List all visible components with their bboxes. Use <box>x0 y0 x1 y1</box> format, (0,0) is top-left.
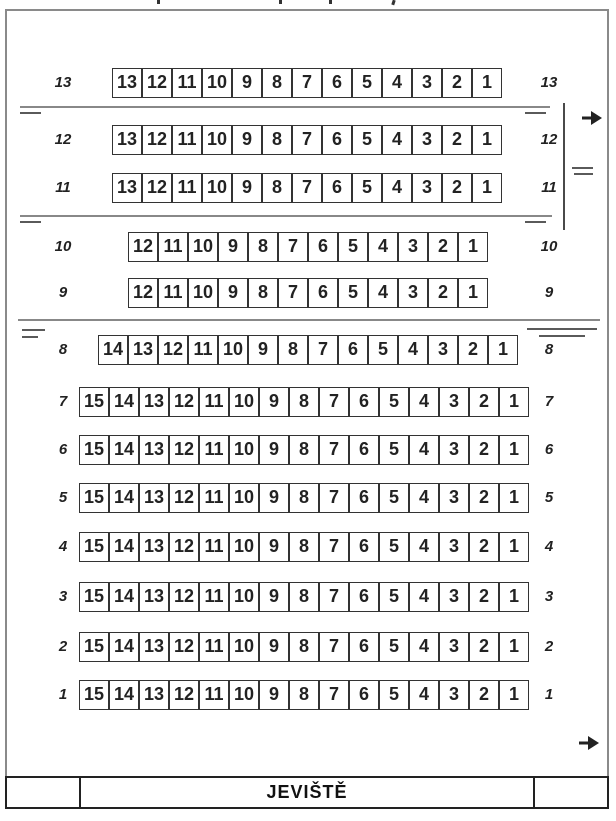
seat-row2-13[interactable]: 13 <box>139 632 169 662</box>
seat-row3-11[interactable]: 11 <box>199 582 229 612</box>
seat-row5-2[interactable]: 2 <box>469 483 499 513</box>
seat-row2-8[interactable]: 8 <box>289 632 319 662</box>
seat-row6-4[interactable]: 4 <box>409 435 439 465</box>
aisle-equals-dash <box>572 167 593 169</box>
seat-row10-12[interactable]: 12 <box>128 232 158 262</box>
seat-row13-6[interactable]: 6 <box>322 68 352 98</box>
seat-row5-5[interactable]: 5 <box>379 483 409 513</box>
seat-row9-11[interactable]: 11 <box>158 278 188 308</box>
seat-row1-6[interactable]: 6 <box>349 680 379 710</box>
row-5-label-left: 5 <box>58 489 68 506</box>
seat-row1-5[interactable]: 5 <box>379 680 409 710</box>
seat-row10-2[interactable]: 2 <box>428 232 458 262</box>
seat-row4-1[interactable]: 1 <box>499 532 529 562</box>
seat-row9-4[interactable]: 4 <box>368 278 398 308</box>
seat-row11-6[interactable]: 6 <box>322 173 352 203</box>
row-3-label-right: 3 <box>544 588 554 605</box>
seat-row3-1[interactable]: 1 <box>499 582 529 612</box>
seat-row12-7[interactable]: 7 <box>292 125 322 155</box>
row-7-label-left: 7 <box>58 393 68 410</box>
row-10-label-right: 10 <box>540 238 558 255</box>
row-11-label-right: 11 <box>541 179 557 196</box>
seat-row8-5[interactable]: 5 <box>368 335 398 365</box>
seat-row8-3[interactable]: 3 <box>428 335 458 365</box>
seat-row12-1[interactable]: 1 <box>472 125 502 155</box>
seat-row12-4[interactable]: 4 <box>382 125 412 155</box>
section-divider-line <box>20 106 550 108</box>
seat-row1-13[interactable]: 13 <box>139 680 169 710</box>
seat-row9-10[interactable]: 10 <box>188 278 218 308</box>
seat-row13-8[interactable]: 8 <box>262 68 292 98</box>
seat-row7-2[interactable]: 2 <box>469 387 499 417</box>
stage-label: JEVIŠTĚ <box>266 782 348 802</box>
seat-row6-5[interactable]: 5 <box>379 435 409 465</box>
seat-row8-10[interactable]: 10 <box>218 335 248 365</box>
seat-row9-9[interactable]: 9 <box>218 278 248 308</box>
seat-row11-10[interactable]: 10 <box>202 173 232 203</box>
seat-row11-9[interactable]: 9 <box>232 173 262 203</box>
seat-row8-7[interactable]: 7 <box>308 335 338 365</box>
seat-row8-6[interactable]: 6 <box>338 335 368 365</box>
seat-row4-12[interactable]: 12 <box>169 532 199 562</box>
seat-row4-5[interactable]: 5 <box>379 532 409 562</box>
seat-row13-3[interactable]: 3 <box>412 68 442 98</box>
cropped-text-fragment <box>279 0 282 4</box>
seat-row11-8[interactable]: 8 <box>262 173 292 203</box>
seat-row6-10[interactable]: 10 <box>229 435 259 465</box>
seat-row4-7[interactable]: 7 <box>319 532 349 562</box>
row-7-label-right: 7 <box>544 393 554 410</box>
seat-row12-9[interactable]: 9 <box>232 125 262 155</box>
row-13-label-right: 13 <box>540 74 558 91</box>
seat-row9-2[interactable]: 2 <box>428 278 458 308</box>
seat-row12-11[interactable]: 11 <box>172 125 202 155</box>
divider-end-dash <box>525 221 546 223</box>
seat-row2-9[interactable]: 9 <box>259 632 289 662</box>
seat-row6-2[interactable]: 2 <box>469 435 499 465</box>
seat-row13-1[interactable]: 1 <box>472 68 502 98</box>
right-aisle-line <box>563 103 565 230</box>
seat-row10-6[interactable]: 6 <box>308 232 338 262</box>
seat-row1-2[interactable]: 2 <box>469 680 499 710</box>
seat-row11-1[interactable]: 1 <box>472 173 502 203</box>
seat-row11-3[interactable]: 3 <box>412 173 442 203</box>
row-1-label-left: 1 <box>58 686 68 703</box>
seat-row5-7[interactable]: 7 <box>319 483 349 513</box>
seat-row6-7[interactable]: 7 <box>319 435 349 465</box>
seat-row3-7[interactable]: 7 <box>319 582 349 612</box>
seat-row1-15[interactable]: 15 <box>79 680 109 710</box>
seat-row3-4[interactable]: 4 <box>409 582 439 612</box>
seat-row11-11[interactable]: 11 <box>172 173 202 203</box>
seat-row4-3[interactable]: 3 <box>439 532 469 562</box>
seat-row3-10[interactable]: 10 <box>229 582 259 612</box>
seat-row1-11[interactable]: 11 <box>199 680 229 710</box>
seat-row1-10[interactable]: 10 <box>229 680 259 710</box>
seat-row2-2[interactable]: 2 <box>469 632 499 662</box>
seat-row13-11[interactable]: 11 <box>172 68 202 98</box>
seat-row7-8[interactable]: 8 <box>289 387 319 417</box>
seat-row5-12[interactable]: 12 <box>169 483 199 513</box>
stage-bar <box>5 776 609 809</box>
seat-row7-10[interactable]: 10 <box>229 387 259 417</box>
seat-row1-7[interactable]: 7 <box>319 680 349 710</box>
seat-row4-11[interactable]: 11 <box>199 532 229 562</box>
seat-row5-8[interactable]: 8 <box>289 483 319 513</box>
seat-row7-15[interactable]: 15 <box>79 387 109 417</box>
seat-row12-2[interactable]: 2 <box>442 125 472 155</box>
seat-row5-1[interactable]: 1 <box>499 483 529 513</box>
seat-row4-8[interactable]: 8 <box>289 532 319 562</box>
seat-row10-4[interactable]: 4 <box>368 232 398 262</box>
seat-row11-7[interactable]: 7 <box>292 173 322 203</box>
seat-row3-12[interactable]: 12 <box>169 582 199 612</box>
seat-row3-8[interactable]: 8 <box>289 582 319 612</box>
seat-row2-4[interactable]: 4 <box>409 632 439 662</box>
seat-row7-12[interactable]: 12 <box>169 387 199 417</box>
seat-row8-13[interactable]: 13 <box>128 335 158 365</box>
row-12-label-right: 12 <box>540 131 558 148</box>
row-8-label-left: 8 <box>58 341 68 358</box>
seat-row5-15[interactable]: 15 <box>79 483 109 513</box>
arrow-right-icon <box>581 110 603 126</box>
seat-row2-3[interactable]: 3 <box>439 632 469 662</box>
seat-row3-14[interactable]: 14 <box>109 582 139 612</box>
seat-row10-8[interactable]: 8 <box>248 232 278 262</box>
row-2-label-right: 2 <box>544 638 554 655</box>
seat-row12-13[interactable]: 13 <box>112 125 142 155</box>
seat-row7-13[interactable]: 13 <box>139 387 169 417</box>
seat-row10-5[interactable]: 5 <box>338 232 368 262</box>
seat-row13-12[interactable]: 12 <box>142 68 172 98</box>
seat-row9-6[interactable]: 6 <box>308 278 338 308</box>
seat-row9-8[interactable]: 8 <box>248 278 278 308</box>
seat-row6-9[interactable]: 9 <box>259 435 289 465</box>
seat-row6-8[interactable]: 8 <box>289 435 319 465</box>
seat-row3-13[interactable]: 13 <box>139 582 169 612</box>
seat-row6-12[interactable]: 12 <box>169 435 199 465</box>
seat-row13-10[interactable]: 10 <box>202 68 232 98</box>
seat-row9-12[interactable]: 12 <box>128 278 158 308</box>
row-6-label-right: 6 <box>544 441 554 458</box>
seat-row12-3[interactable]: 3 <box>412 125 442 155</box>
seat-row8-8[interactable]: 8 <box>278 335 308 365</box>
seat-row2-14[interactable]: 14 <box>109 632 139 662</box>
seat-row2-6[interactable]: 6 <box>349 632 379 662</box>
seat-row12-12[interactable]: 12 <box>142 125 172 155</box>
aisle-equals-dash <box>574 173 593 175</box>
row-10-label-left: 10 <box>54 238 72 255</box>
seat-row5-6[interactable]: 6 <box>349 483 379 513</box>
seat-row11-12[interactable]: 12 <box>142 173 172 203</box>
seat-row1-3[interactable]: 3 <box>439 680 469 710</box>
seat-row6-13[interactable]: 13 <box>139 435 169 465</box>
seat-row5-11[interactable]: 11 <box>199 483 229 513</box>
seat-row3-3[interactable]: 3 <box>439 582 469 612</box>
seat-row3-6[interactable]: 6 <box>349 582 379 612</box>
seat-row3-5[interactable]: 5 <box>379 582 409 612</box>
seat-row1-8[interactable]: 8 <box>289 680 319 710</box>
row-13-label-left: 13 <box>54 74 72 91</box>
seat-row5-10[interactable]: 10 <box>229 483 259 513</box>
row-6-label-left: 6 <box>58 441 68 458</box>
seat-row13-9[interactable]: 9 <box>232 68 262 98</box>
seat-row7-1[interactable]: 1 <box>499 387 529 417</box>
seat-row8-12[interactable]: 12 <box>158 335 188 365</box>
seat-row13-2[interactable]: 2 <box>442 68 472 98</box>
seat-row12-8[interactable]: 8 <box>262 125 292 155</box>
seat-row6-3[interactable]: 3 <box>439 435 469 465</box>
seat-row4-13[interactable]: 13 <box>139 532 169 562</box>
seat-row4-14[interactable]: 14 <box>109 532 139 562</box>
seat-row5-14[interactable]: 14 <box>109 483 139 513</box>
seat-row10-1[interactable]: 1 <box>458 232 488 262</box>
row-5-label-right: 5 <box>544 489 554 506</box>
seat-row10-3[interactable]: 3 <box>398 232 428 262</box>
cropped-text-fragment <box>157 0 160 4</box>
section-divider-line <box>20 215 552 217</box>
seat-row6-6[interactable]: 6 <box>349 435 379 465</box>
seat-row10-7[interactable]: 7 <box>278 232 308 262</box>
seat-row4-4[interactable]: 4 <box>409 532 439 562</box>
seat-row5-3[interactable]: 3 <box>439 483 469 513</box>
seat-row11-13[interactable]: 13 <box>112 173 142 203</box>
seat-row1-9[interactable]: 9 <box>259 680 289 710</box>
seat-row11-5[interactable]: 5 <box>352 173 382 203</box>
seat-row12-10[interactable]: 10 <box>202 125 232 155</box>
seat-row9-3[interactable]: 3 <box>398 278 428 308</box>
seat-row12-5[interactable]: 5 <box>352 125 382 155</box>
seat-row4-15[interactable]: 15 <box>79 532 109 562</box>
seat-row3-9[interactable]: 9 <box>259 582 289 612</box>
seat-row8-11[interactable]: 11 <box>188 335 218 365</box>
section-divider-line <box>18 319 600 321</box>
row-3-label-left: 3 <box>58 588 68 605</box>
seat-row7-6[interactable]: 6 <box>349 387 379 417</box>
seat-row11-4[interactable]: 4 <box>382 173 412 203</box>
seat-row9-7[interactable]: 7 <box>278 278 308 308</box>
seat-row7-11[interactable]: 11 <box>199 387 229 417</box>
seat-row4-2[interactable]: 2 <box>469 532 499 562</box>
seat-row9-1[interactable]: 1 <box>458 278 488 308</box>
seat-row2-12[interactable]: 12 <box>169 632 199 662</box>
seat-row7-14[interactable]: 14 <box>109 387 139 417</box>
seat-row3-15[interactable]: 15 <box>79 582 109 612</box>
row-12-label-left: 12 <box>54 131 72 148</box>
seat-row2-1[interactable]: 1 <box>499 632 529 662</box>
seat-row9-5[interactable]: 5 <box>338 278 368 308</box>
seat-row5-9[interactable]: 9 <box>259 483 289 513</box>
seat-row2-15[interactable]: 15 <box>79 632 109 662</box>
seat-row8-9[interactable]: 9 <box>248 335 278 365</box>
seat-row4-9[interactable]: 9 <box>259 532 289 562</box>
seat-row4-10[interactable]: 10 <box>229 532 259 562</box>
arrow-right-icon <box>578 735 600 751</box>
seat-row2-10[interactable]: 10 <box>229 632 259 662</box>
seat-row1-12[interactable]: 12 <box>169 680 199 710</box>
divider-end-dash <box>525 112 546 114</box>
cropped-text-fragment <box>391 0 395 5</box>
divider-end-dash <box>22 329 45 331</box>
divider-end-dash <box>539 335 585 337</box>
divider-end-dash <box>20 112 41 114</box>
seat-row10-10[interactable]: 10 <box>188 232 218 262</box>
seat-row4-6[interactable]: 6 <box>349 532 379 562</box>
seat-row7-7[interactable]: 7 <box>319 387 349 417</box>
seat-row3-2[interactable]: 2 <box>469 582 499 612</box>
row-4-label-right: 4 <box>544 538 554 555</box>
seat-row10-9[interactable]: 9 <box>218 232 248 262</box>
seat-row11-2[interactable]: 2 <box>442 173 472 203</box>
divider-end-dash <box>22 336 38 338</box>
seat-row7-5[interactable]: 5 <box>379 387 409 417</box>
seat-row6-14[interactable]: 14 <box>109 435 139 465</box>
seat-row12-6[interactable]: 6 <box>322 125 352 155</box>
seat-row5-13[interactable]: 13 <box>139 483 169 513</box>
row-9-label-right: 9 <box>544 284 554 301</box>
seat-row6-11[interactable]: 11 <box>199 435 229 465</box>
seat-row2-5[interactable]: 5 <box>379 632 409 662</box>
divider-end-dash <box>527 328 597 330</box>
row-8-label-right: 8 <box>544 341 554 358</box>
row-11-label-left: 11 <box>55 179 71 196</box>
row-1-label-right: 1 <box>544 686 554 703</box>
row-2-label-left: 2 <box>58 638 68 655</box>
seat-row8-14[interactable]: 14 <box>98 335 128 365</box>
seat-row13-7[interactable]: 7 <box>292 68 322 98</box>
cropped-text-fragment <box>329 0 332 4</box>
seat-row2-11[interactable]: 11 <box>199 632 229 662</box>
seat-row10-11[interactable]: 11 <box>158 232 188 262</box>
row-9-label-left: 9 <box>58 284 68 301</box>
seat-row13-4[interactable]: 4 <box>382 68 412 98</box>
seat-row5-4[interactable]: 4 <box>409 483 439 513</box>
seat-row2-7[interactable]: 7 <box>319 632 349 662</box>
divider-end-dash <box>20 221 41 223</box>
seat-row7-9[interactable]: 9 <box>259 387 289 417</box>
seat-row1-1[interactable]: 1 <box>499 680 529 710</box>
seat-row7-4[interactable]: 4 <box>409 387 439 417</box>
seat-row7-3[interactable]: 3 <box>439 387 469 417</box>
row-4-label-left: 4 <box>58 538 68 555</box>
seat-row13-13[interactable]: 13 <box>112 68 142 98</box>
seat-row13-5[interactable]: 5 <box>352 68 382 98</box>
seat-row8-4[interactable]: 4 <box>398 335 428 365</box>
seat-row6-15[interactable]: 15 <box>79 435 109 465</box>
seat-row1-14[interactable]: 14 <box>109 680 139 710</box>
seat-row1-4[interactable]: 4 <box>409 680 439 710</box>
seat-row8-1[interactable]: 1 <box>488 335 518 365</box>
seat-row6-1[interactable]: 1 <box>499 435 529 465</box>
seat-row8-2[interactable]: 2 <box>458 335 488 365</box>
